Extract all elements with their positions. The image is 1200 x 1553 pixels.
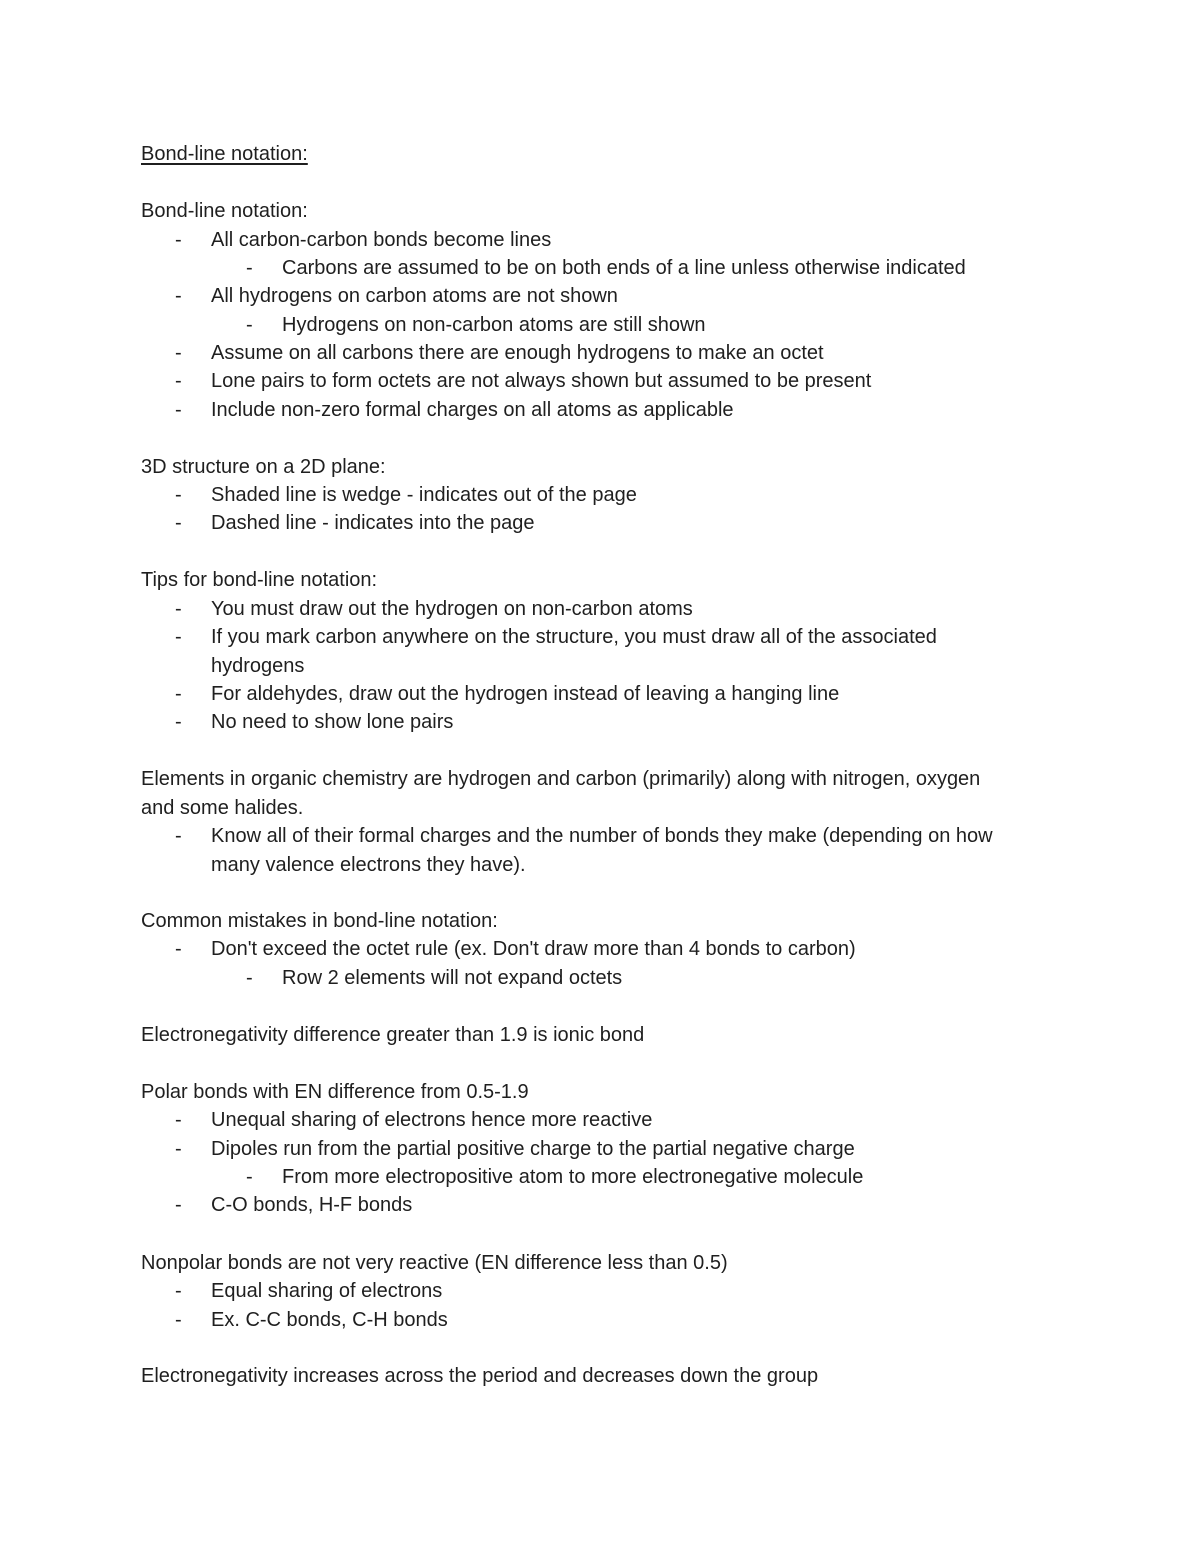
line-text: Electronegativity increases across the period and decreases down the group — [141, 1365, 819, 1387]
bullet-dash: - — [246, 967, 253, 989]
bullet-dash: - — [175, 342, 182, 364]
line-text: Dipoles run from the partial positive charge to the partial negative charge — [211, 1138, 855, 1160]
bullet-dash: - — [175, 711, 182, 733]
line-text: 3D structure on a 2D plane: — [141, 456, 386, 478]
line-text: C-O bonds, H-F bonds — [211, 1194, 413, 1216]
bullet-dash: - — [175, 229, 182, 251]
line-text: Equal sharing of electrons — [211, 1280, 443, 1302]
bullet-item — [0, 595, 1200, 623]
bullet-dash: - — [246, 257, 253, 279]
line-text: Unequal sharing of electrons hence more reactive — [211, 1109, 653, 1131]
line-text: Ex. C-C bonds, C-H bonds — [211, 1309, 448, 1331]
line-text: Nonpolar bonds are not very reactive (EN difference less than 0.5) — [141, 1252, 728, 1274]
bullet-dash: - — [175, 285, 182, 307]
bullet-item — [0, 623, 1200, 651]
paragraph-line — [0, 765, 1200, 793]
bullet-dash: - — [246, 314, 253, 336]
bullet-item — [0, 1135, 1200, 1163]
sub-bullet-item — [0, 1163, 1200, 1191]
bullet-continuation — [0, 652, 1200, 680]
section-heading — [0, 453, 1200, 481]
section-heading — [0, 197, 1200, 225]
bullet-dash: - — [175, 399, 182, 421]
bullet-item — [0, 1306, 1200, 1334]
bullet-dash: - — [175, 938, 182, 960]
line-text: If you mark carbon anywhere on the structure, you must draw all of the associated — [211, 626, 937, 648]
line-text: For aldehydes, draw out the hydrogen instead of leaving a hanging line — [211, 683, 840, 705]
bullet-dash: - — [175, 825, 182, 847]
document-title — [0, 140, 1200, 168]
line-text: Common mistakes in bond-line notation: — [141, 910, 498, 932]
bullet-dash: - — [175, 512, 182, 534]
line-text: Assume on all carbons there are enough hydrogens to make an octet — [211, 342, 824, 364]
bullet-dash: - — [246, 1166, 253, 1188]
bullet-item — [0, 1106, 1200, 1134]
bullet-dash: - — [175, 484, 182, 506]
line-text: Elements in organic chemistry are hydrogen and carbon (primarily) along with nitrogen, oxygen — [141, 768, 981, 790]
bullet-item — [0, 396, 1200, 424]
line-text: Know all of their formal charges and the number of bonds they make (depending on how — [211, 825, 993, 847]
line-text: Carbons are assumed to be on both ends of a line unless otherwise indicated — [282, 257, 966, 279]
bullet-dash: - — [175, 1194, 182, 1216]
bullet-item — [0, 935, 1200, 963]
bullet-dash: - — [175, 1309, 182, 1331]
line-text: Shaded line is wedge - indicates out of the page — [211, 484, 637, 506]
bullet-item — [0, 367, 1200, 395]
line-text: Include non-zero formal charges on all atoms as applicable — [211, 399, 734, 421]
bullet-item — [0, 1277, 1200, 1305]
sub-bullet-item — [0, 964, 1200, 992]
paragraph-line — [0, 1362, 1200, 1390]
bullet-item — [0, 680, 1200, 708]
line-text: All carbon-carbon bonds become lines — [211, 229, 552, 251]
section-heading — [0, 1249, 1200, 1277]
sub-bullet-item — [0, 311, 1200, 339]
bullet-item — [0, 282, 1200, 310]
line-text: Polar bonds with EN difference from 0.5-1.9 — [141, 1081, 529, 1103]
line-text: many valence electrons they have). — [211, 854, 526, 876]
paragraph-line — [0, 1021, 1200, 1049]
paragraph-line — [0, 794, 1200, 822]
bullet-item — [0, 708, 1200, 736]
bullet-dash: - — [175, 626, 182, 648]
sub-bullet-item — [0, 254, 1200, 282]
line-text: Electronegativity difference greater than 1.9 is ionic bond — [141, 1024, 645, 1046]
line-text: No need to show lone pairs — [211, 711, 454, 733]
line-text: Lone pairs to form octets are not always shown but assumed to be present — [211, 370, 872, 392]
bullet-dash: - — [175, 683, 182, 705]
line-text: Dashed line - indicates into the page — [211, 512, 535, 534]
line-text: hydrogens — [211, 655, 305, 677]
line-text: Tips for bond-line notation: — [141, 569, 378, 591]
line-text: and some halides. — [141, 797, 304, 819]
bullet-continuation — [0, 851, 1200, 879]
line-text: From more electropositive atom to more electronegative molecule — [282, 1166, 864, 1188]
section-heading — [0, 907, 1200, 935]
section-heading — [0, 1078, 1200, 1106]
bullet-dash: - — [175, 598, 182, 620]
bullet-dash: - — [175, 1280, 182, 1302]
bullet-item — [0, 1191, 1200, 1219]
document-title-text: Bond-line notation: — [141, 143, 308, 165]
bullet-dash: - — [175, 1109, 182, 1131]
section-heading — [0, 566, 1200, 594]
line-text: You must draw out the hydrogen on non-carbon atoms — [211, 598, 693, 620]
line-text: Don't exceed the octet rule (ex. Don't draw more than 4 bonds to carbon) — [211, 938, 856, 960]
bullet-item — [0, 481, 1200, 509]
bullet-dash: - — [175, 370, 182, 392]
line-text: Row 2 elements will not expand octets — [282, 967, 623, 989]
bullet-dash: - — [175, 1138, 182, 1160]
bullet-item — [0, 822, 1200, 850]
bullet-item — [0, 226, 1200, 254]
line-text: Bond-line notation: — [141, 200, 308, 222]
line-text: Hydrogens on non-carbon atoms are still shown — [282, 314, 706, 336]
line-text: All hydrogens on carbon atoms are not shown — [211, 285, 618, 307]
bullet-item — [0, 339, 1200, 367]
bullet-item — [0, 509, 1200, 537]
